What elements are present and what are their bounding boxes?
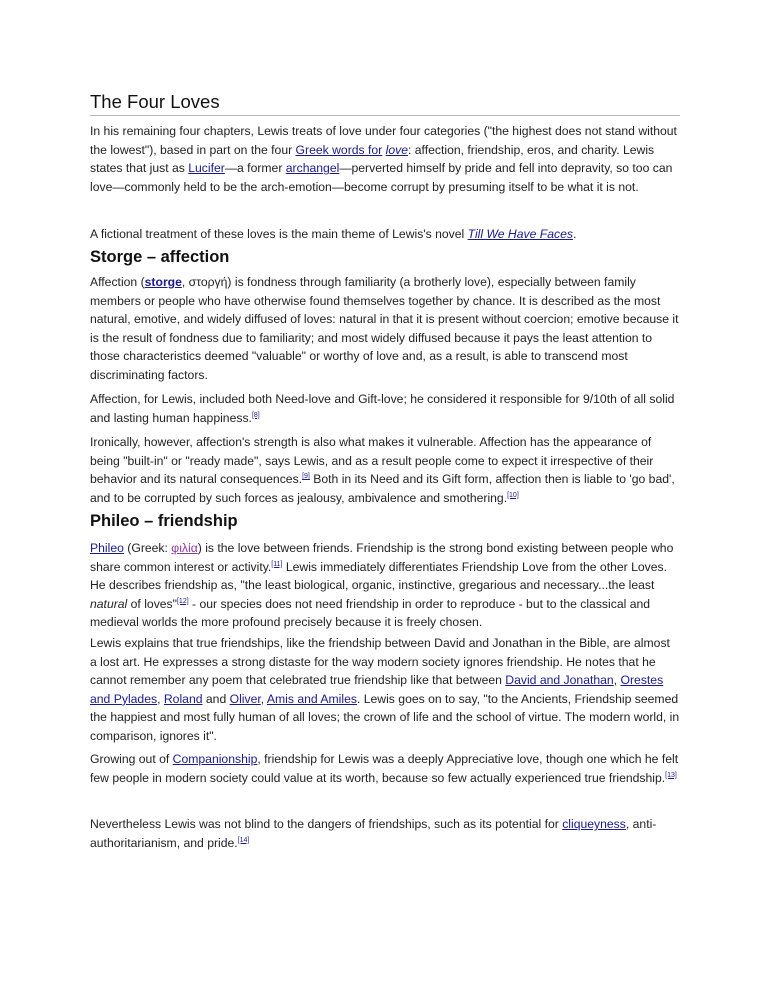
emphasis-natural: natural [90, 596, 128, 611]
storge-paragraph-1 [90, 273, 680, 385]
love-link[interactable]: love [385, 142, 408, 157]
text-run: , friendship for Lewis was a deeply Appreciative love, though one which he felt few people in modern society could value at its worth, because so few actually experienced true friendship. [90, 752, 679, 785]
orestes-and-pylades-link[interactable]: Orestes and Pylades [90, 673, 664, 706]
archangel-link[interactable]: archangel [285, 161, 340, 176]
text-run: Affection ( [90, 275, 145, 289]
fictional-treatment-paragraph [90, 225, 680, 244]
phileo-paragraph-3 [90, 750, 680, 787]
text-run: , [613, 673, 621, 688]
text-run: , [157, 691, 164, 706]
text-run: Ironically, however, affection's strength is also what makes it vulnerable. Affection has the appearance of being "built-in" or "ready made", says Lewis, and as a result people come to expect it irrespective of their behavior and its natural consequences. [90, 435, 654, 487]
cliqueyness-link[interactable]: cliqueyness [562, 817, 626, 831]
page-title: The Four Loves [90, 91, 680, 116]
storge-paragraph-2 [90, 390, 680, 427]
storge-heading: Storge – affection [90, 248, 230, 266]
phileo-heading: Phileo – friendship [90, 512, 238, 530]
reference-11-link[interactable]: [11] [271, 560, 283, 568]
filia-link[interactable]: φιλία [171, 541, 198, 555]
storge-link[interactable]: storge [144, 275, 182, 289]
amis-and-amiles-link[interactable]: Amis and Amiles [266, 691, 357, 706]
greek-words-link[interactable]: Greek words for [295, 142, 383, 157]
text-run: —a former [224, 161, 286, 176]
text-run: ) is the love between friends. Friendship is the strong bond existing between people who share common interest or activity. [90, 541, 674, 574]
text-run: Lewis immediately differentiates Friendship Love from the other Loves. He describes friendship as, "the least biological, organic, instinctive, gregarious and necessary...the least [90, 559, 668, 593]
text-run: , στοργή) is fondness through familiarity (a brotherly love), especially between family members or people who have otherwise found themselves together by chance. It is described as the most natural, emotive, and widely diffused of loves: natural in that it is present without coercion; emotive because it is the result of fondness due to familiarity; and most widely diffused because it pays the least attention to those characteristics deemed "valuable" or worthy of love and, as a result, is able to transcend most discriminating factors. [90, 275, 679, 382]
text-run: , [260, 691, 267, 706]
text-run: Affection, for Lewis, included both Need-love and Gift-love; he considered it responsible for 9/10th of all solid and lasting human happiness. [90, 392, 675, 425]
till-we-have-faces-link[interactable]: Till We Have Faces [467, 227, 573, 241]
reference-9-link[interactable]: [9] [302, 473, 310, 481]
text-run: Both in its Need and its Gift form, affection then is liable to 'go bad', and to be corrupted by such forces as jealousy, ambivalence and smothering. [90, 472, 675, 505]
intro-paragraph [90, 122, 680, 196]
text-run: . [572, 227, 577, 241]
text-run: —perverted himself by pride and fell into depravity, so too can love—commonly held to be the arch-emotion—become corrupt by presuming itself to be what it is not. [90, 161, 673, 194]
roland-link[interactable]: Roland [163, 691, 203, 706]
phileo-paragraph-2 [90, 634, 680, 746]
reference-12-link[interactable]: [12] [176, 597, 189, 605]
text-run: A fictional treatment of these loves is the main theme of Lewis's novel [90, 227, 468, 241]
lucifer-link[interactable]: Lucifer [188, 161, 225, 176]
text-run: - our species does not need friendship in order to reproduce - but to the classical and medieval worlds the more profound precisely because it is freely chosen. [90, 596, 651, 630]
reference-14-link[interactable]: [14] [237, 836, 250, 844]
companionship-link[interactable]: Companionship [172, 752, 258, 766]
david-and-jonathan-link[interactable]: David and Jonathan [505, 673, 614, 688]
phileo-paragraph-4 [90, 815, 680, 852]
text-run: Nevertheless Lewis was not blind to the dangers of friendships, such as its potential for [90, 817, 563, 831]
oliver-link[interactable]: Oliver [229, 691, 261, 706]
text-run: . Lewis goes on to say, "to the Ancients, Friendship seemed the happiest and most fully human of all loves; the crown of life and the school of virtue. The modern world, in comparison, ignores it". [90, 691, 680, 743]
phileo-paragraph-1 [90, 539, 680, 632]
text-run: : affection, friendship, eros, and charity. Lewis states that just as [90, 142, 655, 176]
text-run: (Greek: [123, 541, 172, 555]
text-run: of loves" [127, 596, 177, 611]
storge-paragraph-3 [90, 433, 680, 507]
text-run: Lewis explains that true friendships, like the friendship between David and Jonathan in the Bible, are almost a lost art. He expresses a strong distaste for the way modern society ignores friendship. He notes that he cannot remember any poem that celebrated true friendship like that between [90, 636, 670, 688]
reference-8-link[interactable]: [8] [251, 411, 260, 419]
text-run: , anti-authoritarianism, and pride. [90, 817, 657, 850]
reference-13-link[interactable]: [13] [665, 771, 677, 779]
reference-10-link[interactable]: [10] [507, 491, 519, 499]
text-run: and [202, 691, 230, 706]
text-run: Growing out of [90, 752, 173, 766]
text-run: In his remaining four chapters, Lewis treats of love under four categories ("the highest does not stand without the lowest"), based in part on the four [90, 124, 677, 157]
phileo-link[interactable]: Phileo [90, 541, 124, 555]
